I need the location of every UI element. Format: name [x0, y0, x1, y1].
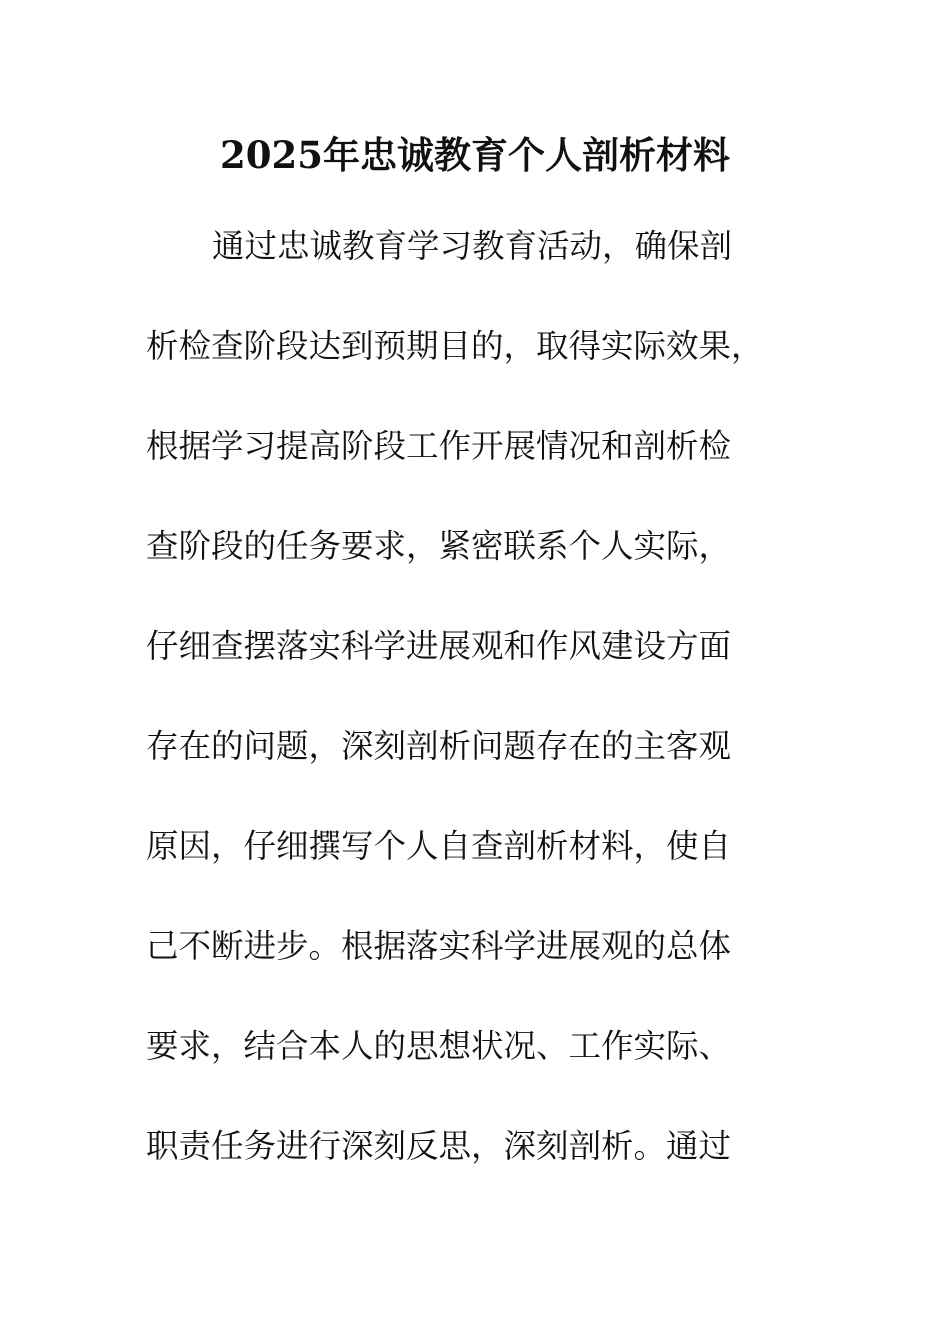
document-title: 2025年忠诚教育个人剖析材料	[220, 133, 730, 177]
body-line: 己不断进步。根据落实科学进展观的总体	[146, 927, 732, 965]
body-line: 存在的问题，深刻剖析问题存在的主客观	[146, 727, 732, 765]
body-line: 根据学习提高阶段工作开展情况和剖析检	[146, 427, 732, 465]
document-body	[146, 196, 806, 1196]
body-line: 通过忠诚教育学习教育活动，确保剖	[212, 227, 733, 265]
body-line: 析检查阶段达到预期目的，取得实际效果，	[146, 327, 764, 365]
body-line: 职责任务进行深刻反思，深刻剖析。通过	[146, 1127, 732, 1165]
body-line: 查阶段的任务要求，紧密联系个人实际，	[146, 527, 732, 565]
body-line: 仔细查摆落实科学进展观和作风建设方面	[146, 627, 732, 665]
body-line: 要求，结合本人的思想状况、工作实际、	[146, 1027, 732, 1065]
body-line: 原因，仔细撰写个人自查剖析材料，使自	[146, 827, 732, 865]
